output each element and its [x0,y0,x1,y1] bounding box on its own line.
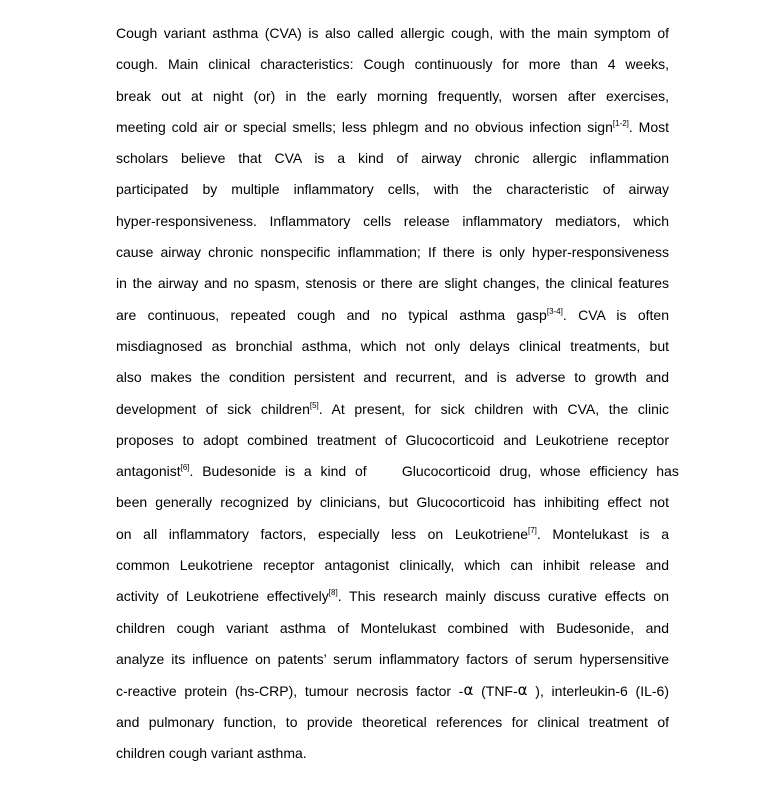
line-text: break out at night (or) in the early morning frequently, worsen after exercises, [116,87,669,104]
text-line [116,177,669,208]
alpha-symbol: α [463,681,474,700]
line-text: . CVA is often [562,306,669,323]
alpha-symbol: α [517,681,528,700]
line-text: . This research mainly discuss curative effects on [337,588,669,605]
text-line [116,303,669,334]
text-line [116,584,669,615]
text-line [116,710,669,741]
line-text: participated by multiple inflammatory cells, with the characteristic of airway [116,181,669,198]
line-text: in the airway and no spasm, stenosis or there are slight changes, the clinical features [116,275,669,292]
line-text: are continuous, repeated cough and no typical asthma gasp [116,306,547,323]
line-text: children cough variant asthma. [116,744,307,761]
text-line [116,490,669,521]
text-line [116,553,669,584]
line-text: analyze its influence on patents’ serum inflammatory factors of serum hypersensitive [116,650,669,667]
text-line [116,428,669,459]
line-text: cough. Main clinical characteristics: Cough continuously for more than 4 weeks, [116,56,669,73]
line-text: proposes to adopt combined treatment of Glucocorticoid and Leukotriene receptor [116,431,669,448]
line-text: children cough variant asthma of Montelukast combined with Budesonide, and [116,619,669,636]
line-text: ), interleukin-6 (IL-6) [527,683,669,700]
citation-superscript: [8] [328,588,338,598]
body-paragraph [116,21,679,772]
text-line [116,115,669,146]
line-text: misdiagnosed as bronchial asthma, which not only delays clinical treatments, but [116,337,669,354]
line-text: Cough variant asthma (CVA) is also called allergic cough, with the main symptom of [116,25,669,41]
line-text: scholars believe that CVA is a kind of airway chronic allergic inflammation [116,150,669,167]
text-line [116,459,679,490]
line-text: activity of Leukotriene effectively [116,588,329,605]
text-line [116,84,669,115]
text-line [116,52,669,83]
text-line [116,397,669,428]
text-line [116,209,669,240]
line-text: cause airway chronic nonspecific inflammation; If there is only hyper-responsiveness [116,244,669,261]
text-line [116,21,669,52]
citation-superscript: [6] [180,463,190,473]
line-text: also makes the condition persistent and recurrent, and is adverse to growth and [116,369,669,386]
citation-superscript: [7] [528,525,537,535]
citation-superscript: [1-2] [612,118,629,128]
line-text: . Most [628,118,670,135]
line-text: development of sick children [116,400,310,417]
line-text: . Budesonide is a kind of Glucocorticoid drug, whose efficiency has [189,463,679,480]
text-line [116,146,669,177]
text-line [116,522,669,553]
text-line [116,616,669,647]
line-text: antagonist [116,463,181,480]
line-text: been generally recognized by clinicians, but Glucocorticoid has inhibiting effect not [116,494,669,511]
line-text: (TNF- [473,683,518,700]
line-text: . At present, for sick children with CVA, the clinic [318,400,669,417]
text-line [116,271,669,302]
text-line [116,365,669,396]
line-text: on all inflammatory factors, especially less on Leukotriene [116,525,528,542]
line-text: hyper-responsiveness. Inflammatory cells release inflammatory mediators, which [116,212,669,229]
citation-superscript: [5] [309,400,319,410]
text-line [116,678,669,709]
line-text: meeting cold air or special smells; less phlegm and no obvious infection sign [116,118,613,135]
line-text: and pulmonary function, to provide theoretical references for clinical treatment of [116,713,669,730]
document-page [116,21,679,772]
line-text: common Leukotriene receptor antagonist clinically, which can inhibit release and [116,557,669,574]
line-text: c-reactive protein (hs-CRP), tumour necrosis factor - [116,683,464,700]
line-text: . Montelukast is a [536,525,670,542]
text-line [116,647,669,678]
text-line [116,240,669,271]
text-line [116,741,669,772]
citation-superscript: [3-4] [546,306,563,316]
text-line [116,334,669,365]
